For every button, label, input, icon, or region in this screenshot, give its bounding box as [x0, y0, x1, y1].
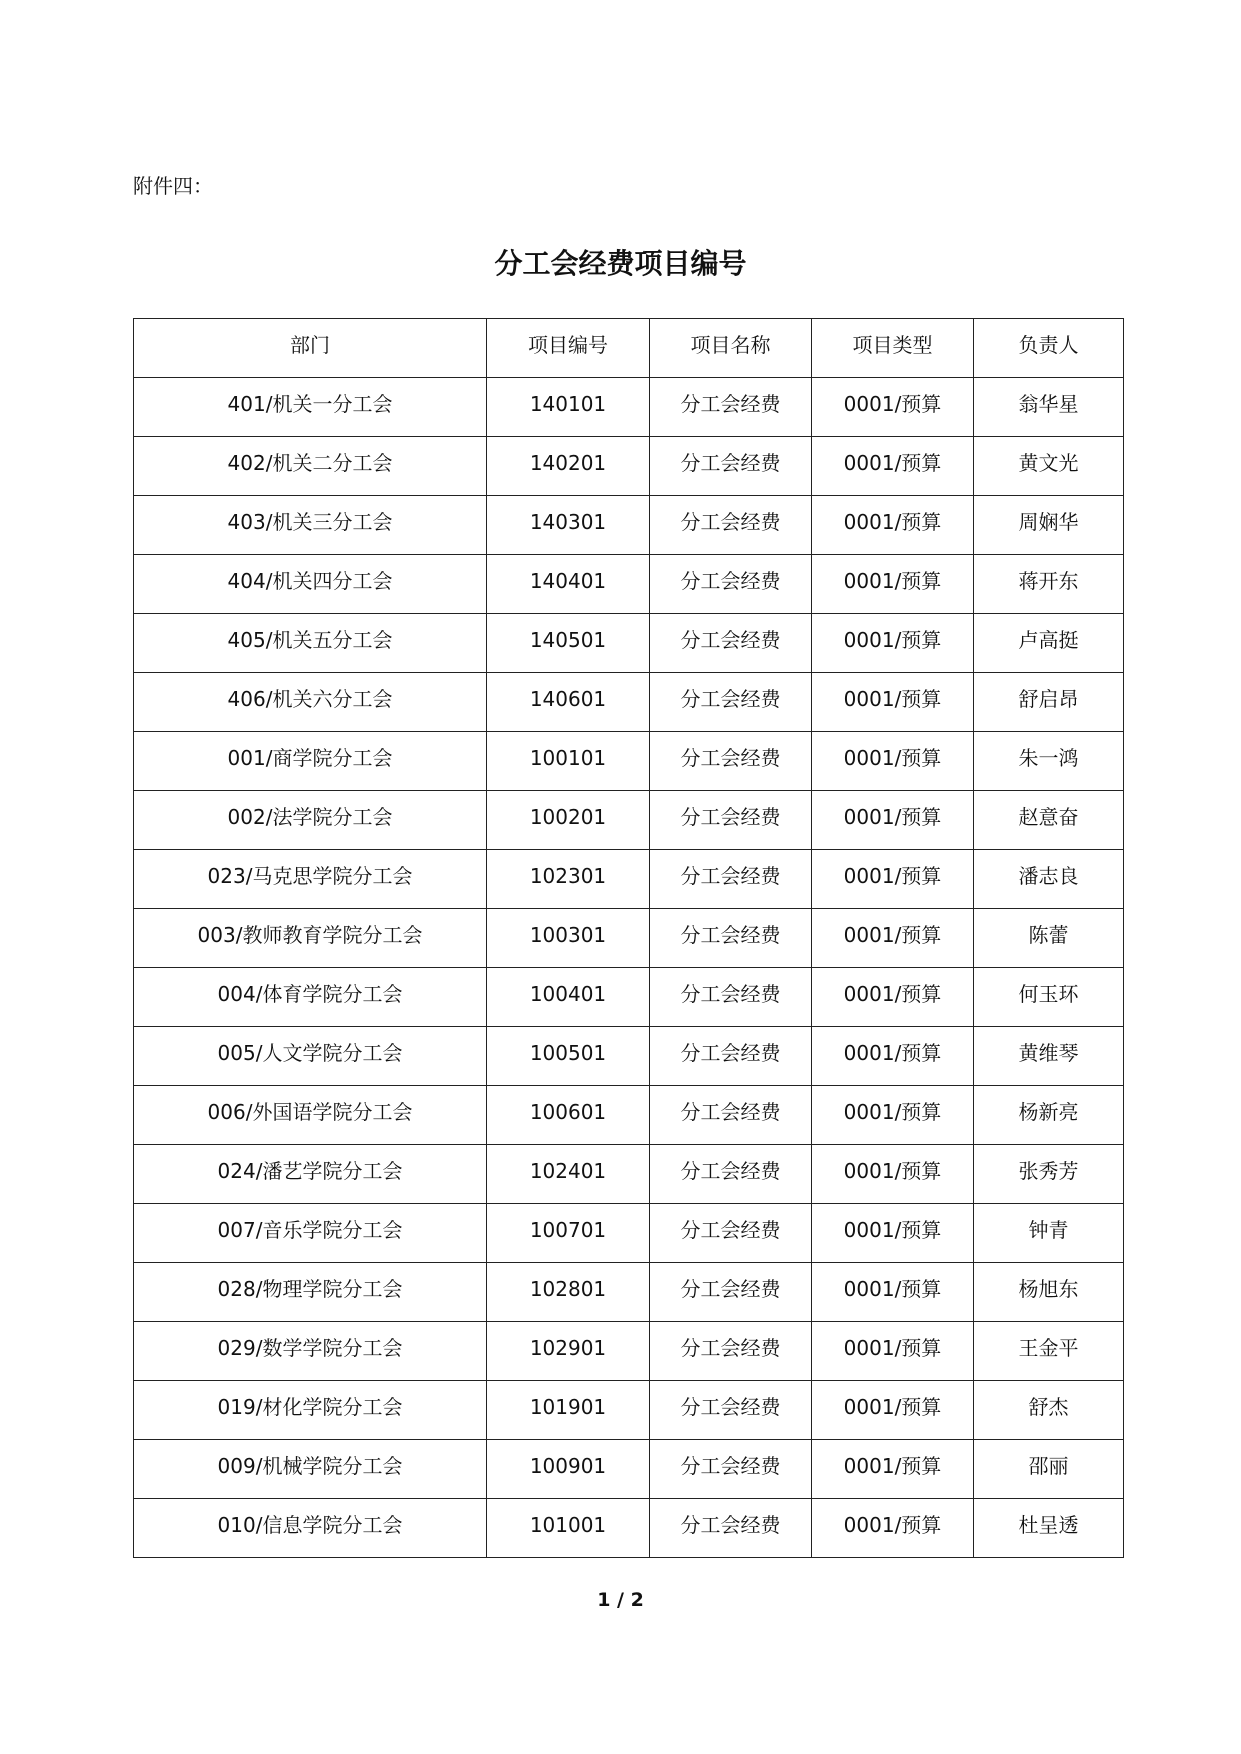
person-in-charge-cell: 舒杰 [974, 1381, 1124, 1440]
table-row [134, 1440, 1124, 1499]
department-cell: 406/机关六分工会 [134, 673, 487, 732]
page-title: 分工会经费项目编号 [494, 247, 747, 280]
person-in-charge-cell: 陈蕾 [974, 909, 1124, 968]
project-name-cell: 分工会经费 [650, 1204, 812, 1263]
department-cell: 004/体育学院分工会 [134, 968, 487, 1027]
header-project-code: 项目编号 [487, 319, 650, 378]
project-code-cell: 102301 [487, 850, 650, 909]
attachment-label: 附件四： [133, 174, 213, 198]
project-name-cell: 分工会经费 [650, 378, 812, 437]
department-cell: 028/物理学院分工会 [134, 1263, 487, 1322]
project-name-cell: 分工会经费 [650, 614, 812, 673]
table-row [134, 909, 1124, 968]
table-row [134, 1027, 1124, 1086]
project-type-cell: 0001/预算 [812, 1145, 974, 1204]
table-row [134, 850, 1124, 909]
table-body [134, 378, 1124, 1558]
table-row [134, 968, 1124, 1027]
table-row [134, 555, 1124, 614]
project-code-cell: 140501 [487, 614, 650, 673]
department-cell: 001/商学院分工会 [134, 732, 487, 791]
table-row [134, 496, 1124, 555]
table-row [134, 378, 1124, 437]
project-code-cell: 100201 [487, 791, 650, 850]
table-row [134, 1145, 1124, 1204]
person-in-charge-cell: 朱一鸿 [974, 732, 1124, 791]
department-cell: 024/潘艺学院分工会 [134, 1145, 487, 1204]
department-cell: 403/机关三分工会 [134, 496, 487, 555]
department-cell: 019/材化学院分工会 [134, 1381, 487, 1440]
person-in-charge-cell: 钟青 [974, 1204, 1124, 1263]
project-type-cell: 0001/预算 [812, 1263, 974, 1322]
table-row [134, 673, 1124, 732]
project-code-cell: 100701 [487, 1204, 650, 1263]
project-name-cell: 分工会经费 [650, 1322, 812, 1381]
person-in-charge-cell: 潘志良 [974, 850, 1124, 909]
person-in-charge-cell: 杨旭东 [974, 1263, 1124, 1322]
project-code-cell: 140601 [487, 673, 650, 732]
project-name-cell: 分工会经费 [650, 909, 812, 968]
project-name-cell: 分工会经费 [650, 791, 812, 850]
department-cell: 404/机关四分工会 [134, 555, 487, 614]
person-in-charge-cell: 王金平 [974, 1322, 1124, 1381]
project-type-cell: 0001/预算 [812, 850, 974, 909]
project-code-cell: 101901 [487, 1381, 650, 1440]
project-code-table [133, 318, 1124, 1558]
project-type-cell: 0001/预算 [812, 614, 974, 673]
project-code-cell: 102801 [487, 1263, 650, 1322]
person-in-charge-cell: 杜呈透 [974, 1499, 1124, 1558]
person-in-charge-cell: 卢高挺 [974, 614, 1124, 673]
project-code-cell: 140101 [487, 378, 650, 437]
department-cell: 006/外国语学院分工会 [134, 1086, 487, 1145]
project-type-cell: 0001/预算 [812, 437, 974, 496]
table-row [134, 1204, 1124, 1263]
table-row [134, 1499, 1124, 1558]
project-name-cell: 分工会经费 [650, 1027, 812, 1086]
project-code-cell: 100101 [487, 732, 650, 791]
header-department: 部门 [134, 319, 487, 378]
person-in-charge-cell: 舒启昂 [974, 673, 1124, 732]
project-type-cell: 0001/预算 [812, 555, 974, 614]
project-name-cell: 分工会经费 [650, 437, 812, 496]
project-type-cell: 0001/预算 [812, 791, 974, 850]
project-type-cell: 0001/预算 [812, 732, 974, 791]
person-in-charge-cell: 赵意奋 [974, 791, 1124, 850]
project-name-cell: 分工会经费 [650, 1381, 812, 1440]
project-type-cell: 0001/预算 [812, 909, 974, 968]
project-code-cell: 140301 [487, 496, 650, 555]
project-type-cell: 0001/预算 [812, 1440, 974, 1499]
table-row [134, 791, 1124, 850]
project-type-cell: 0001/预算 [812, 1322, 974, 1381]
department-cell: 010/信息学院分工会 [134, 1499, 487, 1558]
person-in-charge-cell: 邵丽 [974, 1440, 1124, 1499]
person-in-charge-cell: 张秀芳 [974, 1145, 1124, 1204]
project-name-cell: 分工会经费 [650, 555, 812, 614]
person-in-charge-cell: 蒋开东 [974, 555, 1124, 614]
project-name-cell: 分工会经费 [650, 1499, 812, 1558]
project-name-cell: 分工会经费 [650, 850, 812, 909]
project-type-cell: 0001/预算 [812, 1204, 974, 1263]
project-code-cell: 102901 [487, 1322, 650, 1381]
header-project-type: 项目类型 [812, 319, 974, 378]
department-cell: 007/音乐学院分工会 [134, 1204, 487, 1263]
project-name-cell: 分工会经费 [650, 1440, 812, 1499]
project-type-cell: 0001/预算 [812, 1381, 974, 1440]
table-row [134, 1322, 1124, 1381]
department-cell: 009/机械学院分工会 [134, 1440, 487, 1499]
department-cell: 003/教师教育学院分工会 [134, 909, 487, 968]
person-in-charge-cell: 黄维琴 [974, 1027, 1124, 1086]
table-row [134, 614, 1124, 673]
project-code-cell: 100601 [487, 1086, 650, 1145]
table-header-row [134, 319, 1124, 378]
project-type-cell: 0001/预算 [812, 1086, 974, 1145]
project-code-cell: 140401 [487, 555, 650, 614]
project-code-cell: 100401 [487, 968, 650, 1027]
department-cell: 405/机关五分工会 [134, 614, 487, 673]
project-code-cell: 101001 [487, 1499, 650, 1558]
project-name-cell: 分工会经费 [650, 1263, 812, 1322]
department-cell: 005/人文学院分工会 [134, 1027, 487, 1086]
project-name-cell: 分工会经费 [650, 1145, 812, 1204]
project-name-cell: 分工会经费 [650, 1086, 812, 1145]
project-code-cell: 100501 [487, 1027, 650, 1086]
department-cell: 029/数学学院分工会 [134, 1322, 487, 1381]
person-in-charge-cell: 黄文光 [974, 437, 1124, 496]
project-name-cell: 分工会经费 [650, 732, 812, 791]
project-type-cell: 0001/预算 [812, 968, 974, 1027]
project-name-cell: 分工会经费 [650, 496, 812, 555]
project-type-cell: 0001/预算 [812, 378, 974, 437]
person-in-charge-cell: 翁华星 [974, 378, 1124, 437]
project-name-cell: 分工会经费 [650, 968, 812, 1027]
department-cell: 401/机关一分工会 [134, 378, 487, 437]
table-row [134, 1086, 1124, 1145]
person-in-charge-cell: 周娴华 [974, 496, 1124, 555]
table-row [134, 1263, 1124, 1322]
project-code-cell: 140201 [487, 437, 650, 496]
project-code-cell: 102401 [487, 1145, 650, 1204]
project-type-cell: 0001/预算 [812, 496, 974, 555]
department-cell: 402/机关二分工会 [134, 437, 487, 496]
project-type-cell: 0001/预算 [812, 673, 974, 732]
project-name-cell: 分工会经费 [650, 673, 812, 732]
person-in-charge-cell: 杨新亮 [974, 1086, 1124, 1145]
header-person-in-charge: 负责人 [974, 319, 1124, 378]
table-row [134, 437, 1124, 496]
department-cell: 002/法学院分工会 [134, 791, 487, 850]
project-code-cell: 100901 [487, 1440, 650, 1499]
person-in-charge-cell: 何玉环 [974, 968, 1124, 1027]
project-code-cell: 100301 [487, 909, 650, 968]
table-row [134, 1381, 1124, 1440]
project-type-cell: 0001/预算 [812, 1499, 974, 1558]
table-row [134, 732, 1124, 791]
department-cell: 023/马克思学院分工会 [134, 850, 487, 909]
header-project-name: 项目名称 [650, 319, 812, 378]
project-type-cell: 0001/预算 [812, 1027, 974, 1086]
page-indicator: 1 / 2 [597, 1589, 644, 1611]
